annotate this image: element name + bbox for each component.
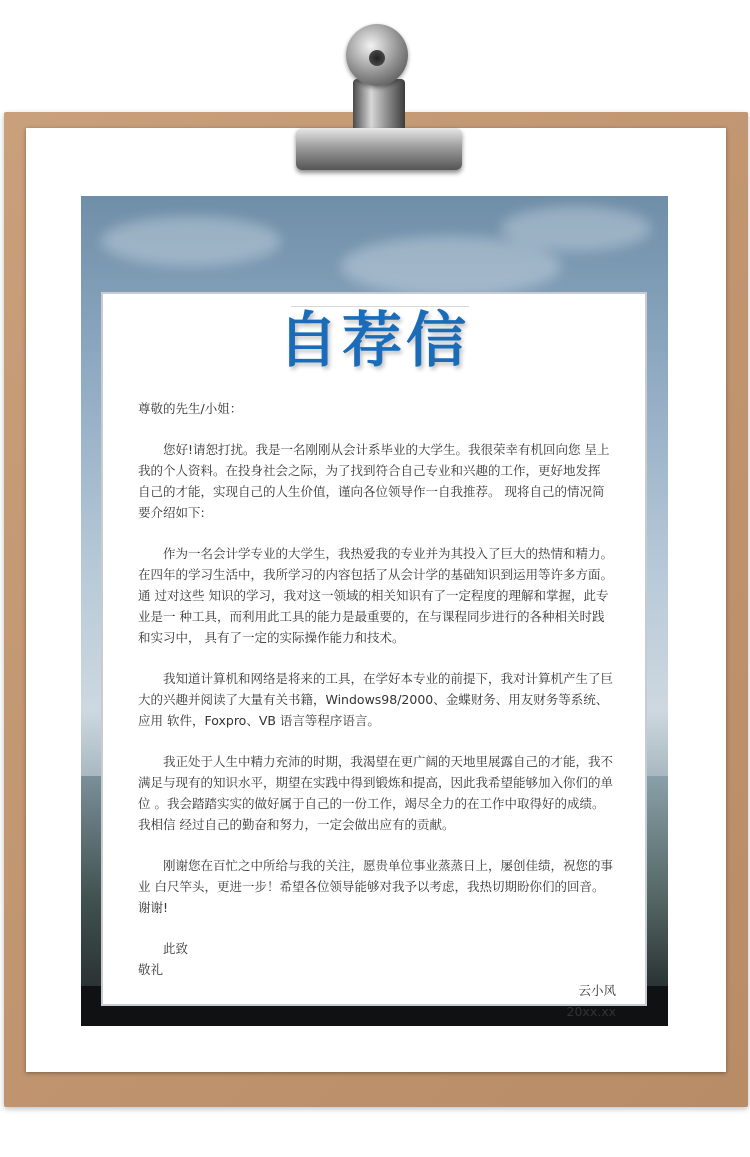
cover-letter-card	[101, 292, 647, 1019]
signature: 云小风	[578, 983, 616, 998]
closing-cizhi: 此致	[163, 941, 189, 956]
letter-body	[138, 398, 616, 1022]
paragraph-ambition: 我正处于人生中精力充沛的时期，我渴望在更广阔的天地里展露自己的才能，我不 满足与现有的知识水平，期望在实践中得到锻炼和提高，因此我希望能够加入你们的单位 。我会踏踏实实的做好属于自己的一份工作，竭尽全力的在工作中取得好的成绩。我相信 经过自己的勤奋和努力，一定会做出应有的贡献。	[138, 754, 614, 832]
salutation: 尊敬的先生/小姐：	[138, 401, 243, 416]
paragraph-thanks: 刚谢您在百忙之中所给与我的关注，愿贵单位事业蒸蒸日上，屡创佳绩，祝您的事业 白尺竿头，更进一步！希望各位领导能够对我予以考虑，我热切期盼你们的回音。谢谢!	[138, 858, 614, 915]
paragraph-intro: 您好!请恕打扰。我是一名刚刚从会计系毕业的大学生。我很荣幸有机回向您 呈上我的个人资料。在投身社会之际，为了找到符合自己专业和兴趣的工作，更好地发挥 自己的才能，实现自己的人生价值，谨向各位领导作一自我推荐。 现将自己的情况简要介绍如下:	[138, 442, 610, 520]
letter-title: 自荐信	[278, 306, 470, 376]
letter-date: 20xx.xx	[566, 1004, 616, 1019]
closing-jingli: 敬礼	[138, 962, 164, 977]
paragraph-computer: 我知道计算机和网络是将来的工具，在学好本专业的前提下，我对计算机产生了巨 大的兴趣并阅读了大量有关书籍，Windows98/2000、金蝶财务、用友财务等系统、应用 软件，Foxpro、VB 语言等程序语言。	[138, 671, 614, 728]
binder-clip	[296, 24, 462, 170]
paragraph-major: 作为一名会计学专业的大学生，我热爱我的专业并为其投入了巨大的热情和精力。 在四年的学习生活中，我所学习的内容包括了从会计学的基础知识到运用等许多方面。通 过对这些 知识的学习，我对这一领域的相关知识有了一定程度的理解和掌握，此专业是一 种工具，而利用此工具的能力是最重要的，在与课程同步进行的各种相关时践和实习中， 具有了一定的实际操作能力和技术。	[138, 546, 614, 645]
